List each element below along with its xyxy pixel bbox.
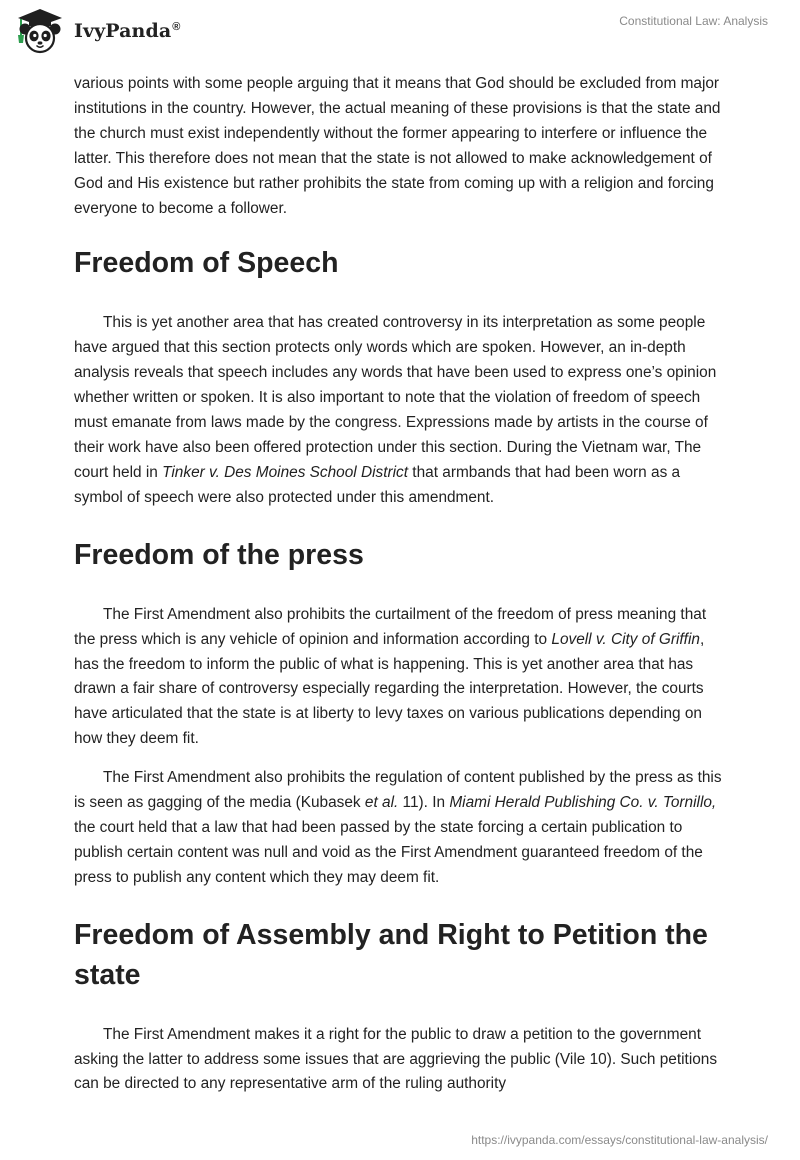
citation-et-al: et al. bbox=[364, 794, 399, 812]
heading-freedom-of-assembly: Freedom of Assembly and Right to Petition the state bbox=[74, 918, 708, 991]
paragraph-freedom-of-press-1: The First Amendment also prohibits the curtailment of the freedom of press meaning that the press which is any vehicle of opinion and information according to Lovell v. City of Griffin, has the freedom to inform the public of what is happening. This is yet another area that has drawn a fair share of controversy especially regarding the interpretation. However, the courts have articulated that the state is at liberty to levy taxes on various publications depending on how they deem fit. bbox=[74, 605, 707, 748]
case-citation: Miami Herald Publishing Co. v. Tornillo, bbox=[449, 794, 717, 812]
page-header bbox=[0, 0, 800, 64]
article-body bbox=[74, 72, 726, 1111]
paragraph-freedom-of-press-2: The First Amendment also prohibits the regulation of content published by the press as this is seen as gagging of the media (Kubasek et al. 11). In Miami Herald Publishing Co. v. Tornillo, the court held that a law that had been passed by the state forcing a certain publication to publish certain content was null and void as the First Amendment guaranteed freedom of the press to publish any content which they may deem fit. bbox=[74, 769, 722, 886]
brand-logo[interactable] bbox=[14, 7, 181, 55]
paragraph-freedom-of-speech: This is yet another area that has created controversy in its interpretation as some people have argued that this section protects only words which are spoken. However, an in-depth analysis reveals that speech includes any words that have been used to express one’s opinion whether written or spoken. It is also important to note that the violation of freedom of speech must emanate from laws made by the congress. Expressions made by artists in the course of their work have also been offered protection under this section. During the Vietnam war, The court held in Tinker v. Des Moines School District that armbands that had been worn as a symbol of speech were also protected under this amendment. bbox=[74, 314, 717, 506]
paragraph-religion-continued: various points with some people arguing that it means that God should be excluded from major institutions in the country. However, the actual meaning of these provisions is that the state and the church must exist independently without the former appearing to interfere or influence the latter. This therefore does not mean that the state is not allowed to make acknowledgement of God and His existence but rather prohibits the state from coming up with a religion and forcing everyone to become a follower. bbox=[74, 75, 721, 217]
heading-freedom-of-press: Freedom of the press bbox=[74, 538, 364, 571]
document-title: Constitutional Law: Analysis bbox=[619, 14, 768, 28]
case-citation: Lovell v. City of Griffin bbox=[551, 630, 700, 648]
panda-graduate-icon bbox=[14, 7, 66, 55]
source-url[interactable]: https://ivypanda.com/essays/constitutional-law-analysis/ bbox=[471, 1133, 768, 1147]
paragraph-freedom-of-assembly: The First Amendment makes it a right for the public to draw a petition to the government asking the latter to address some issues that are aggrieving the public (Vile 10). Such petitions can be directed to any representative arm of the ruling authority bbox=[74, 1025, 718, 1093]
heading-freedom-of-speech: Freedom of Speech bbox=[74, 247, 339, 280]
case-citation: Tinker v. Des Moines School District bbox=[162, 463, 409, 481]
brand-name: IvyPanda® bbox=[74, 20, 181, 42]
